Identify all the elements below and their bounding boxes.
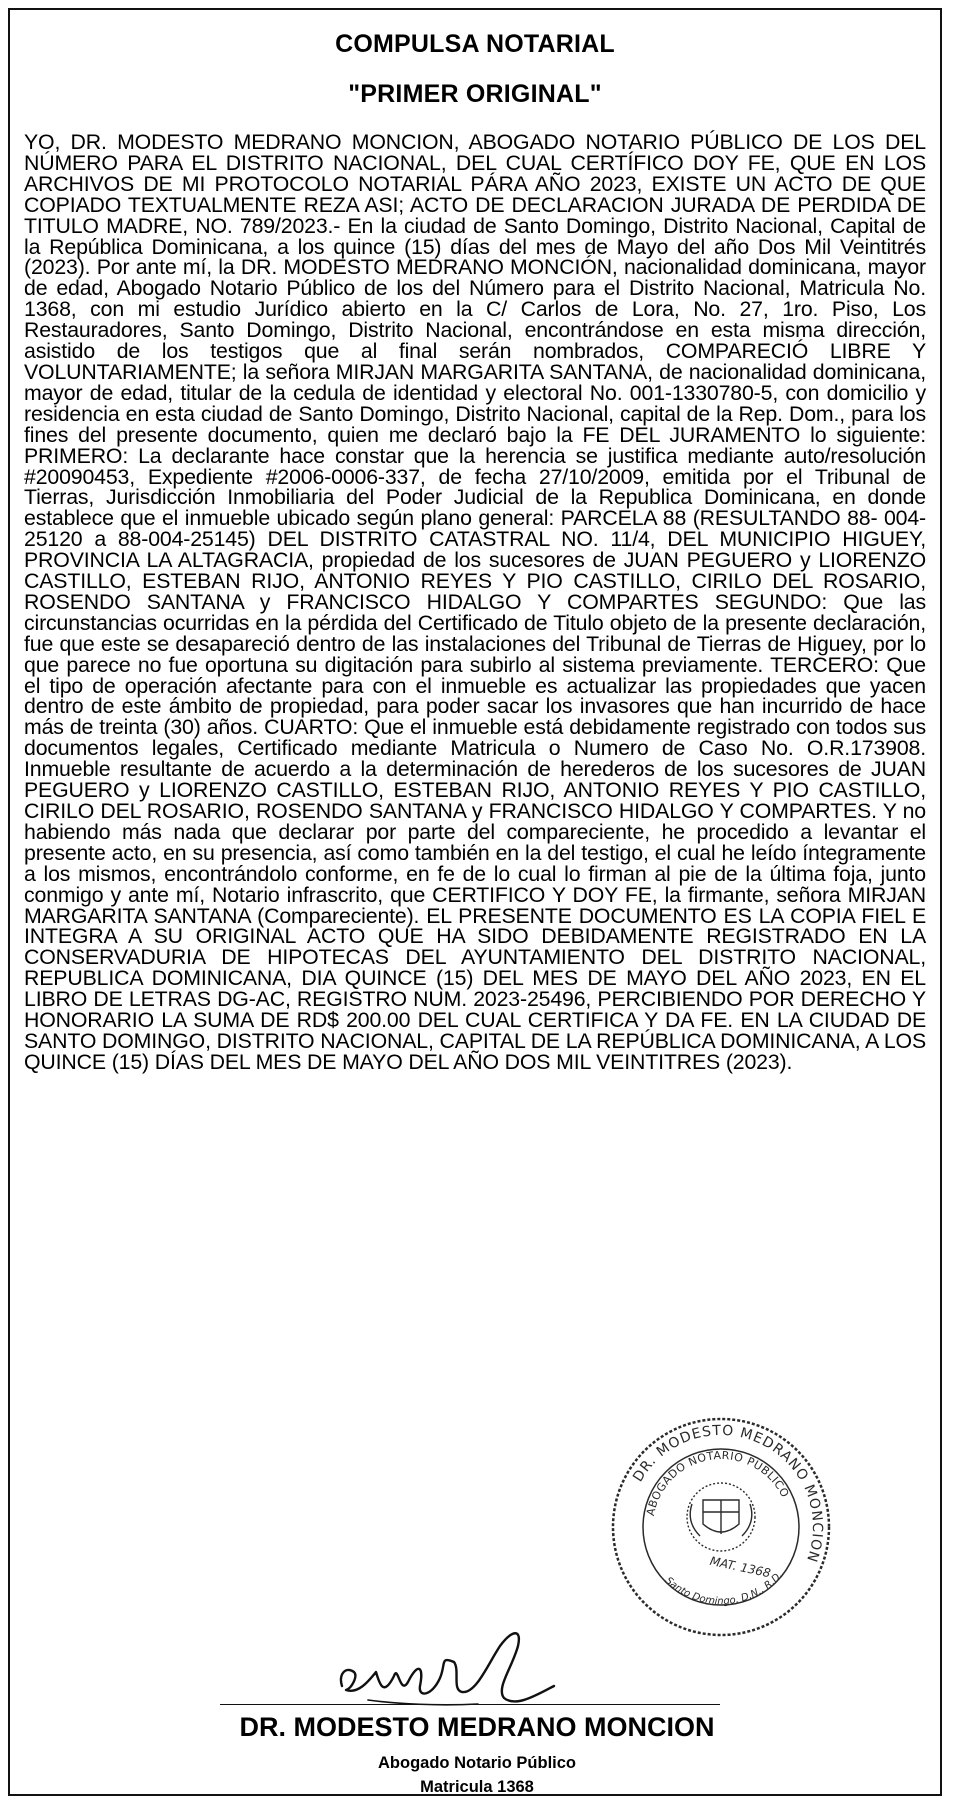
seal-inner-text: ABOGADO NOTARIO PUBLICO	[643, 1448, 792, 1518]
signature-icon	[328, 1616, 598, 1716]
notary-matricula: Matricula 1368	[420, 1778, 534, 1796]
document-title: COMPULSA NOTARIAL	[335, 30, 615, 58]
notice-frame	[8, 8, 942, 1796]
seal-outer-text: DR. MODESTO MEDRANO MONCION	[630, 1422, 826, 1565]
seal-place-text: Santo Domingo, D.N., R.D.	[662, 1569, 786, 1608]
document-body: YO, DR. MODESTO MEDRANO MONCION, ABOGADO NOTARIO PÚBLICO DE LOS DEL NÚMERO PARA EL DISTRITO NACIONAL, DEL CUAL CERTÍFICO DOY FE, QUE EN LOS ARCHIVOS DE MI PROTOCOLO NOTARIAL PÁRA AÑO 2023, EXISTE UN ACTO DE QUE COPIADO TEXTUALMENTE REZA ASI; ACTO DE DECLARACION JURADA DE PERDIDA DE TITULO MADRE, NO. 789/2023.- En la ciudad de Santo Domingo, Distrito Nacional, Capital de la República Dominicana, a los quince (15) días del mes de Mayo del año Dos Mil Veintitrés (2023). Por ante mí, la DR. MODESTO MEDRANO MONCIÓN, nacionalidad dominicana, mayor de edad, Abogado Notario Público de los del Número para el Distrito Nacional, Matricula No. 1368, con mi estudio Jurídico abierto en la C/ Carlos de Lora, No. 27, 1ro. Piso, Los Restauradores, Santo Domingo, Distrito Nacional, encontrándose en esta misma dirección, asistido de los testigos que al final serán nombrados, COMPARECIÓ LIBRE Y VOLUNTARIAMENTE; la señora MIRJAN MARGARITA SANTANA, de nacionalidad dominicana, mayor de edad, titular de la cedula de identidad y electoral No. 001-1330780-5, con domicilio y residencia en esta ciudad de Santo Domingo, Distrito Nacional, capital de la Rep. Dom., para los fines del presente documento, quien me declaró bajo la FE DEL JURAMENTO lo siguiente: PRIMERO: La declarante hace constar que la herencia se justifica mediante auto/resolución #20090453, Expediente #2006-0006-337, de fecha 27/10/2009, emitida por el Tribunal de Tierras, Jurisdicción Inmobiliaria del Poder Judicial de la Republica Dominicana, en donde establece que el inmueble ubicado según plano general: PARCELA 88 (RESULTANDO 88- 004-25120 a 88-004-25145) DEL DISTRITO CATASTRAL NO. 11/4, DEL MUNICIPIO HIGUEY, PROVINCIA LA ALTAGRACIA, propiedad de los sucesores de JUAN PEGUERO y LIORENZO CASTILLO, ESTEBAN RIJO, ANTONIO REYES Y PIO CASTILLO, CIRILO DEL ROSARIO, ROSENDO SANTANA y FRANCISCO HIDALGO Y COMPARTES SEGUNDO: Que las circunstancias ocurridas en la pérdida del Certificado de Titulo objeto de la presente declaración, fue que este se desapareció dentro de las instalaciones del Tribunal de Tierras de Higuey, por lo que parece no fue oportuna su digitación para subirlo al sistema previamente. TERCERO: Que el tipo de operación afectante para con el inmueble es actualizar las propiedades que yacen dentro de este ámbito de propiedad, para poder sacar los invasores que han incurrido de hace más de treinta (30) años. CUARTO: Que el inmueble está debidamente registrado con todos sus documentos legales, Certificado mediante Matricula o Numero de Caso No. O.R.173908. Inmueble resultante de acuerdo a la determinación de herederos de los sucesores de JUAN PEGUERO y LIORENZO CASTILLO, ESTEBAN RIJO, ANTONIO REYES Y PIO CASTILLO, CIRILO DEL ROSARIO, ROSENDO SANTANA y FRANCISCO HIDALGO Y COMPARTES. Y no habiendo más nada que declarar por parte del compareciente, he procedido a levantar el presente acto, en su presencia, así como también en la del testigo, el cual he leído íntegramente a los mismos, encontrándolo conforme, en fe de lo cual lo firman al pie de la última foja, junto conmigo y ante mí, Notario infrascrito, que CERTIFICO Y DOY FE, la firmante, señora MIRJAN MARGARITA SANTANA (Compareciente). EL PRESENTE DOCUMENTO ES LA COPIA FIEL E INTEGRA A SU ORIGINAL ACTO QUE HA SIDO DEBIDAMENTE REGISTRADO EN LA CONSERVADURIA DE HIPOTECAS DEL AYUNTAMIENTO DEL DISTRITO NACIONAL, REPUBLICA DOMINICANA, DIA QUINCE (15) DEL MES DE MAYO DEL AÑO 2023, EN EL LIBRO DE LETRAS DG-AC, REGISTRO NUM. 2023-25496, PERCIBIENDO POR DERECHO Y HONORARIO LA SUMA DE RD$ 200.00 DEL CUAL CERTIFICA Y DA FE. EN LA CIUDAD DE SANTO DOMINGO, DISTRITO NACIONAL, CAPITAL DE LA REPÚBLICA DOMINICANA, A LOS QUINCE (15) DÍAS DEL MES DE MAYO DEL AÑO DOS MIL VEINTITRES (2023).	[24, 130, 926, 1074]
notary-seal-icon	[606, 1412, 836, 1642]
signature-line	[220, 1704, 720, 1705]
document-subtitle: "PRIMER ORIGINAL"	[348, 80, 602, 108]
notary-name: DR. MODESTO MEDRANO MONCION	[239, 1712, 715, 1742]
notary-title: Abogado Notario Público	[378, 1754, 576, 1772]
seal-mat-text: MAT. 1368	[708, 1553, 772, 1581]
